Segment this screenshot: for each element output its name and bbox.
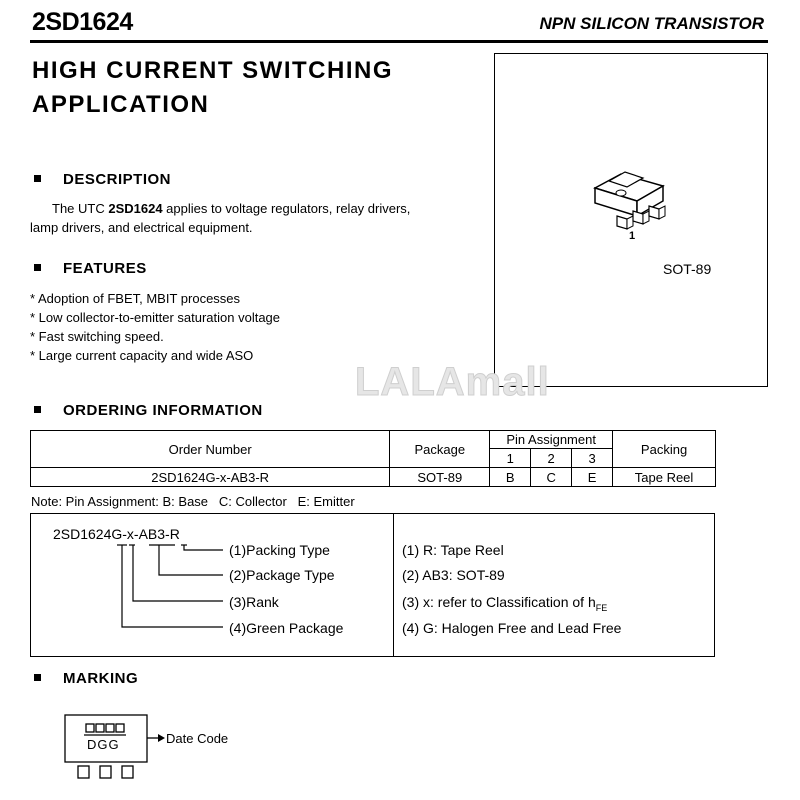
order-code-diagram bbox=[30, 513, 715, 657]
column-divider bbox=[393, 514, 394, 656]
marking-code-text: DGG bbox=[87, 737, 120, 752]
description-text: The UTC 2SD1624 applies to voltage regulators, relay drivers, lamp drivers, and electrical equipment. bbox=[30, 201, 411, 235]
header-order-number: Order Number bbox=[31, 431, 390, 468]
code-leader-lines bbox=[31, 514, 393, 658]
code-label-green-package: (4)Green Package bbox=[229, 620, 344, 636]
code-label-packing-type: (1)Packing Type bbox=[229, 542, 330, 558]
package-name-label: SOT-89 bbox=[663, 261, 712, 277]
bullet-square-icon bbox=[34, 175, 41, 182]
code-label-rank: (3)Rank bbox=[229, 594, 279, 610]
bullet-square-icon bbox=[34, 674, 41, 681]
bullet-square-icon bbox=[34, 406, 41, 413]
marking-diagram bbox=[64, 714, 294, 784]
header-pin-2: 2 bbox=[531, 449, 572, 468]
date-code-label: Date Code bbox=[166, 731, 229, 746]
cell-pin-1: B bbox=[490, 468, 531, 487]
header-package: Package bbox=[390, 431, 490, 468]
header-packing: Packing bbox=[613, 431, 716, 468]
package-figure-box bbox=[494, 53, 768, 387]
header-pin-1: 1 bbox=[490, 449, 531, 468]
feature-item: * Adoption of FBET, MBIT processes bbox=[30, 291, 241, 306]
ordering-table bbox=[30, 430, 716, 487]
code-meaning-package: (2) AB3: SOT-89 bbox=[402, 567, 505, 583]
marking-heading: MARKING bbox=[30, 670, 138, 687]
code-meaning-rank: (3) x: refer to Classification of $h_{FE}$ bbox=[402, 594, 608, 613]
description-heading: DESCRIPTION bbox=[30, 171, 171, 188]
part-number: 2SD1624 bbox=[32, 8, 133, 36]
cell-order-number: 2SD1624G-x-AB3-R bbox=[31, 468, 390, 487]
order-code: 2SD1624G-x-AB3-R bbox=[53, 526, 180, 542]
document-subtitle: NPN SILICON TRANSISTOR bbox=[539, 14, 764, 33]
table-row bbox=[31, 468, 716, 487]
ordering-heading: ORDERING INFORMATION bbox=[30, 402, 263, 419]
feature-item: * Large current capacity and wide ASO bbox=[30, 348, 254, 363]
header-rule bbox=[30, 40, 768, 43]
cell-packing: Tape Reel bbox=[613, 468, 716, 487]
code-meaning-green: (4) G: Halogen Free and Lead Free bbox=[402, 620, 622, 636]
header-pin-3: 3 bbox=[572, 449, 613, 468]
feature-item: * Low collector-to-emitter saturation voltage bbox=[30, 310, 281, 325]
cell-pin-3: E bbox=[572, 468, 613, 487]
header-pin-assignment: Pin Assignment bbox=[490, 431, 613, 449]
cell-pin-2: C bbox=[531, 468, 572, 487]
pin-1-label: 1 bbox=[629, 230, 636, 242]
features-list bbox=[30, 289, 280, 365]
code-meaning-packing: (1) R: Tape Reel bbox=[402, 542, 504, 558]
code-label-package-type: (2)Package Type bbox=[229, 567, 335, 583]
feature-item: * Fast switching speed. bbox=[30, 329, 164, 344]
sot89-package-icon bbox=[495, 54, 769, 388]
features-heading: FEATURES bbox=[30, 260, 147, 277]
pin-assignment-note: Note: Pin Assignment: B: Base C: Collector E: Emitter bbox=[31, 494, 355, 509]
cell-package: SOT-89 bbox=[390, 468, 490, 487]
page-title: HIGH CURRENT SWITCHING APPLICATION bbox=[32, 57, 393, 118]
bullet-square-icon bbox=[34, 264, 41, 271]
watermark: LALAmall bbox=[355, 360, 550, 404]
